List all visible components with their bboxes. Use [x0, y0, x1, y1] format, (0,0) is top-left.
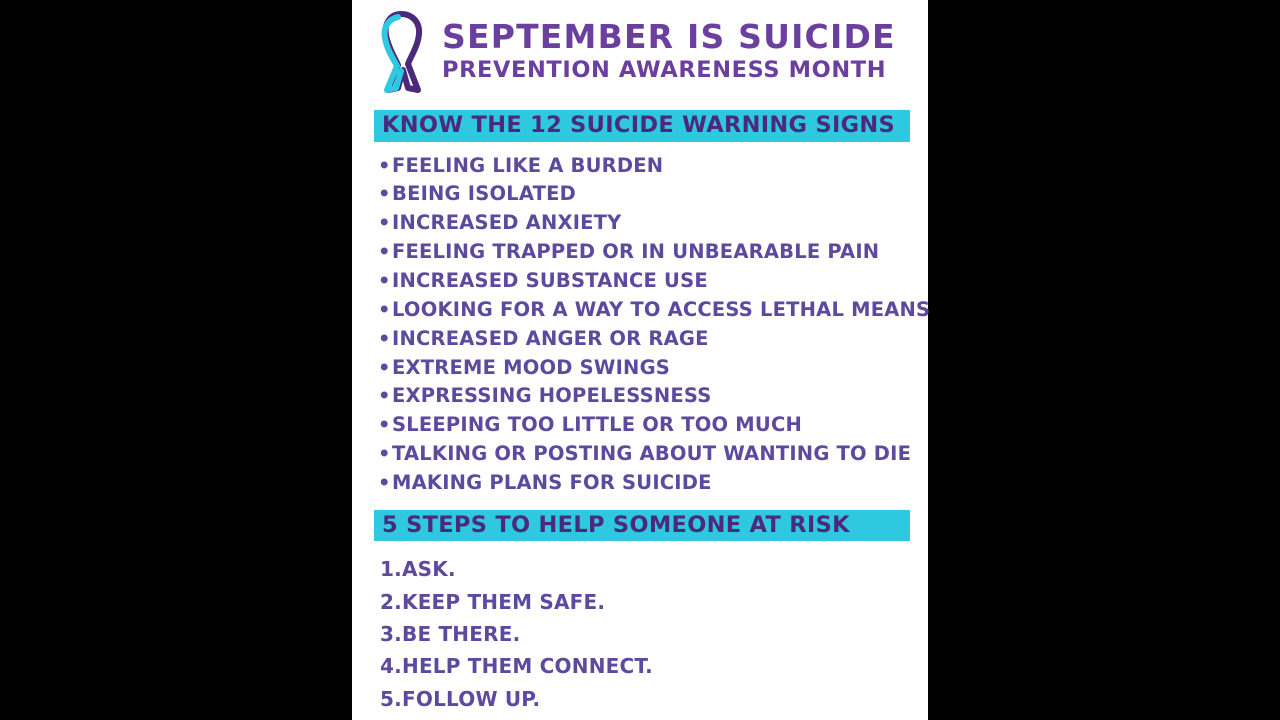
list-item — [378, 354, 910, 383]
help-steps-banner — [374, 510, 910, 542]
list-item — [378, 296, 931, 325]
list-item-label: FEELING LIKE A BURDEN — [392, 153, 664, 177]
bullet-icon: • — [378, 355, 391, 379]
list-item-label: SLEEPING TOO LITTLE OR TOO MUCH — [392, 413, 802, 437]
list-item-label: BEING ISOLATED — [392, 182, 577, 206]
list-item-label: ASK. — [402, 557, 456, 582]
bullet-icon: • — [378, 326, 391, 350]
list-item-label: FOLLOW UP. — [402, 686, 541, 711]
list-item-label: INCREASED ANGER OR RAGE — [392, 326, 709, 350]
list-item — [380, 618, 910, 650]
bullet-icon: • — [378, 442, 391, 466]
list-item — [378, 152, 910, 181]
poster-title-block — [442, 18, 912, 85]
bullet-icon: • — [378, 297, 391, 321]
list-item — [378, 411, 910, 440]
help-steps-banner-label: 5 STEPS TO HELP SOMEONE AT RISK — [382, 511, 850, 538]
list-item-label: TALKING OR POSTING ABOUT WANTING TO DIE — [392, 442, 912, 466]
section-warning-signs — [352, 110, 931, 498]
list-item — [378, 267, 910, 296]
list-item — [380, 553, 910, 585]
list-item-number: 2. — [380, 589, 402, 614]
list-item — [380, 586, 910, 618]
list-item-label: INCREASED SUBSTANCE USE — [392, 268, 708, 292]
list-item-label: EXPRESSING HOPELESSNESS — [392, 384, 712, 408]
list-item-label: EXTREME MOOD SWINGS — [392, 355, 671, 379]
list-item — [378, 325, 910, 354]
list-item — [378, 180, 910, 209]
list-item-label: BE THERE. — [402, 622, 521, 647]
list-item — [378, 238, 910, 267]
section-help-steps — [352, 510, 928, 715]
list-item — [380, 650, 910, 682]
warning-signs-list — [352, 152, 931, 498]
list-item-number: 3. — [380, 622, 402, 647]
poster-title-line-2: PREVENTION AWARENESS MONTH — [442, 57, 887, 84]
list-item — [378, 382, 910, 411]
warning-signs-banner — [374, 110, 910, 142]
list-item-number: 1. — [380, 557, 402, 582]
warning-signs-banner-label: KNOW THE 12 SUICIDE WARNING SIGNS — [382, 112, 896, 138]
bullet-icon: • — [378, 268, 391, 292]
bullet-icon: • — [378, 240, 391, 264]
bullet-icon: • — [378, 413, 391, 437]
awareness-poster — [352, 0, 931, 720]
list-item — [380, 683, 910, 715]
list-item-number: 5. — [380, 686, 402, 711]
bullet-icon: • — [378, 470, 391, 494]
bullet-icon: • — [378, 182, 391, 206]
list-item-label: INCREASED ANXIETY — [392, 211, 622, 235]
help-steps-list — [352, 553, 928, 715]
poster-title-line-1: SEPTEMBER IS SUICIDE — [442, 16, 896, 56]
list-item-label: KEEP THEM SAFE. — [402, 589, 606, 614]
awareness-ribbon-icon — [374, 8, 428, 94]
bullet-icon: • — [378, 384, 391, 408]
bullet-icon: • — [378, 153, 391, 177]
poster-header — [352, 0, 928, 100]
list-item-label: MAKING PLANS FOR SUICIDE — [392, 470, 712, 494]
list-item-number: 4. — [380, 654, 402, 679]
list-item-label: FEELING TRAPPED OR IN UNBEARABLE PAIN — [392, 240, 880, 264]
list-item-label: HELP THEM CONNECT. — [402, 654, 653, 679]
list-item-label: LOOKING FOR A WAY TO ACCESS LETHAL MEANS — [392, 297, 931, 321]
list-item — [378, 440, 910, 469]
list-item — [378, 209, 910, 238]
bullet-icon: • — [378, 211, 391, 235]
list-item — [378, 469, 910, 498]
